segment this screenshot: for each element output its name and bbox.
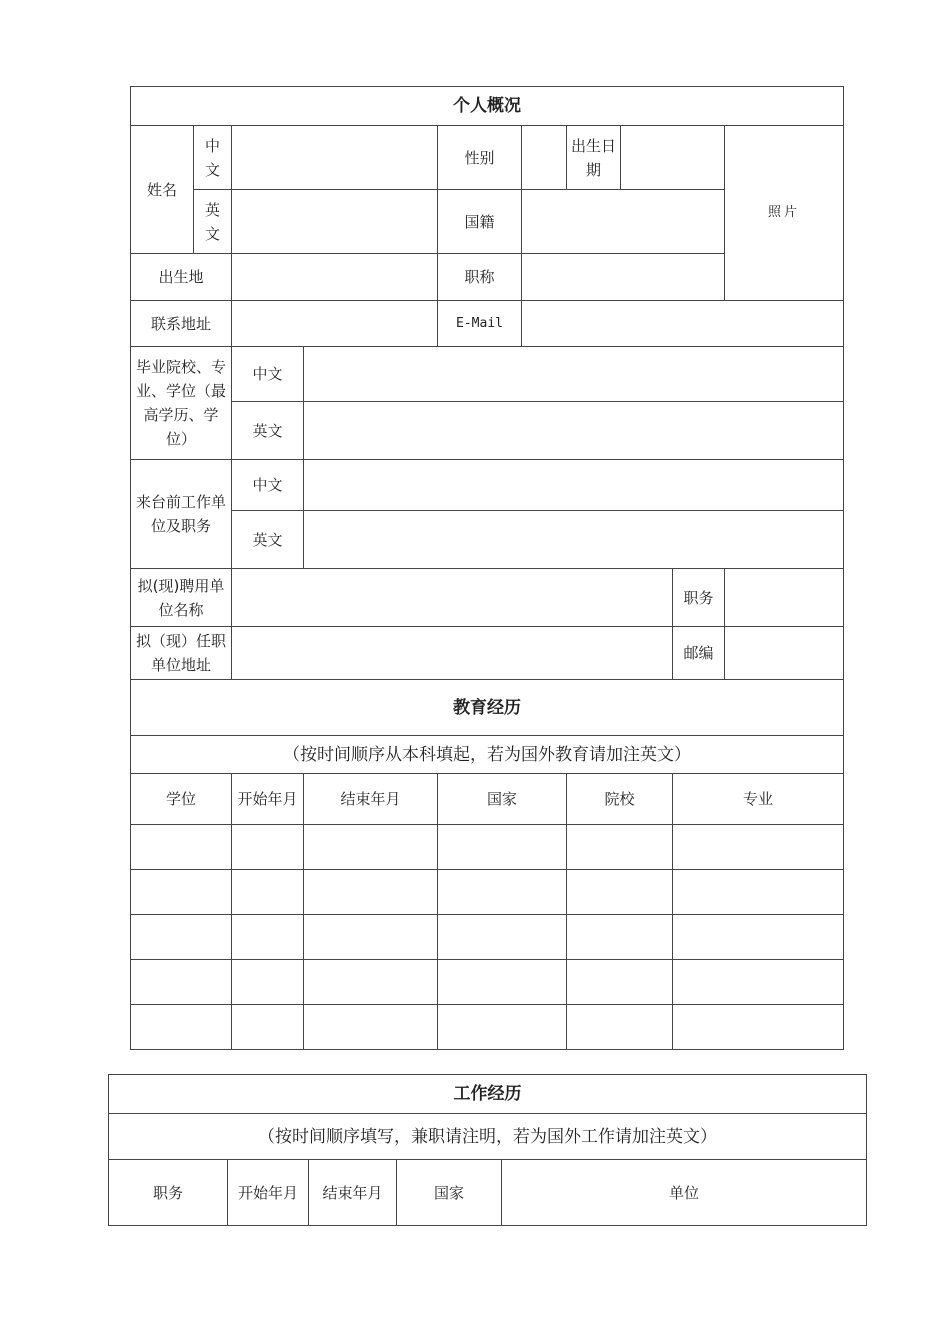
personal-section-title: 个人概况 xyxy=(131,87,844,126)
nationality-label: 国籍 xyxy=(438,190,522,254)
education-cell-degree[interactable] xyxy=(131,825,232,870)
work-header-unit: 单位 xyxy=(502,1160,867,1226)
personal-info-table xyxy=(130,86,844,1050)
education-cell-school[interactable] xyxy=(567,825,673,870)
education-header-end: 结束年月 xyxy=(304,774,438,825)
school-chinese-field[interactable] xyxy=(304,347,844,402)
education-header-school: 院校 xyxy=(567,774,673,825)
email-label: E-Mail xyxy=(438,301,522,347)
work-header-start: 开始年月 xyxy=(228,1160,309,1226)
education-cell-start[interactable] xyxy=(232,915,304,960)
education-row xyxy=(131,870,844,915)
school-chinese-label: 中文 xyxy=(232,347,304,402)
unit-address-label: 拟（现）任职单位地址 xyxy=(131,627,232,680)
prev-employer-chinese-field[interactable] xyxy=(304,460,844,511)
email-field[interactable] xyxy=(522,301,844,347)
name-english-field[interactable] xyxy=(232,190,438,254)
education-cell-end[interactable] xyxy=(304,825,438,870)
address-field[interactable] xyxy=(232,301,438,347)
prev-employer-chinese-label: 中文 xyxy=(232,460,304,511)
job-title-field[interactable] xyxy=(522,254,725,301)
education-row xyxy=(131,1005,844,1050)
education-cell-country[interactable] xyxy=(438,915,567,960)
position-field[interactable] xyxy=(725,569,844,627)
education-cell-degree[interactable] xyxy=(131,915,232,960)
education-header-country: 国家 xyxy=(438,774,567,825)
postcode-field[interactable] xyxy=(725,627,844,680)
work-header-end: 结束年月 xyxy=(309,1160,397,1226)
work-header-position: 职务 xyxy=(109,1160,228,1226)
address-label: 联系地址 xyxy=(131,301,232,347)
education-cell-end[interactable] xyxy=(304,960,438,1005)
job-title-label: 职称 xyxy=(438,254,522,301)
education-cell-major[interactable] xyxy=(673,870,844,915)
hiring-unit-label: 拟(现)聘用单位名称 xyxy=(131,569,232,627)
education-cell-degree[interactable] xyxy=(131,1005,232,1050)
education-cell-major[interactable] xyxy=(673,960,844,1005)
work-header-country: 国家 xyxy=(397,1160,502,1226)
birthdate-label: 出生日期 xyxy=(567,126,621,190)
education-cell-country[interactable] xyxy=(438,1005,567,1050)
education-cell-start[interactable] xyxy=(232,960,304,1005)
education-cell-end[interactable] xyxy=(304,870,438,915)
education-cell-start[interactable] xyxy=(232,1005,304,1050)
education-header-major: 专业 xyxy=(673,774,844,825)
gender-field[interactable] xyxy=(522,126,567,190)
work-section-title: 工作经历 xyxy=(109,1075,867,1114)
prev-employer-english-field[interactable] xyxy=(304,511,844,569)
education-row xyxy=(131,960,844,1005)
prev-employer-english-label: 英文 xyxy=(232,511,304,569)
education-row xyxy=(131,825,844,870)
education-cell-start[interactable] xyxy=(232,825,304,870)
birthplace-field[interactable] xyxy=(232,254,438,301)
work-note: （按时间顺序填写，兼职请注明，若为国外工作请加注英文） xyxy=(109,1114,867,1160)
education-cell-end[interactable] xyxy=(304,915,438,960)
education-note: （按时间顺序从本科填起，若为国外教育请加注英文） xyxy=(131,736,844,774)
name-chinese-field[interactable] xyxy=(232,126,438,190)
name-chinese-label: 中文 xyxy=(194,126,232,190)
work-experience-table xyxy=(108,1074,867,1226)
education-row xyxy=(131,915,844,960)
education-cell-end[interactable] xyxy=(304,1005,438,1050)
education-cell-degree[interactable] xyxy=(131,870,232,915)
school-english-field[interactable] xyxy=(304,402,844,460)
education-header-degree: 学位 xyxy=(131,774,232,825)
photo-box[interactable]: 照片 xyxy=(725,126,844,301)
education-cell-school[interactable] xyxy=(567,915,673,960)
birthdate-field[interactable] xyxy=(621,126,725,190)
unit-address-field[interactable] xyxy=(232,627,673,680)
education-section-title: 教育经历 xyxy=(131,680,844,736)
education-cell-major[interactable] xyxy=(673,825,844,870)
education-cell-major[interactable] xyxy=(673,1005,844,1050)
education-cell-start[interactable] xyxy=(232,870,304,915)
education-header-start: 开始年月 xyxy=(232,774,304,825)
postcode-label: 邮编 xyxy=(673,627,725,680)
hiring-unit-field[interactable] xyxy=(232,569,673,627)
education-cell-school[interactable] xyxy=(567,870,673,915)
prev-employer-label: 来台前工作单位及职务 xyxy=(131,460,232,569)
education-cell-major[interactable] xyxy=(673,915,844,960)
name-label: 姓名 xyxy=(131,126,194,254)
nationality-field[interactable] xyxy=(522,190,725,254)
position-label: 职务 xyxy=(673,569,725,627)
education-cell-degree[interactable] xyxy=(131,960,232,1005)
school-label: 毕业院校、专业、学位（最高学历、学位） xyxy=(131,347,232,460)
education-cell-school[interactable] xyxy=(567,960,673,1005)
name-english-label: 英文 xyxy=(194,190,232,254)
education-cell-country[interactable] xyxy=(438,870,567,915)
education-cell-school[interactable] xyxy=(567,1005,673,1050)
education-cell-country[interactable] xyxy=(438,960,567,1005)
school-english-label: 英文 xyxy=(232,402,304,460)
birthplace-label: 出生地 xyxy=(131,254,232,301)
education-cell-country[interactable] xyxy=(438,825,567,870)
gender-label: 性别 xyxy=(438,126,522,190)
